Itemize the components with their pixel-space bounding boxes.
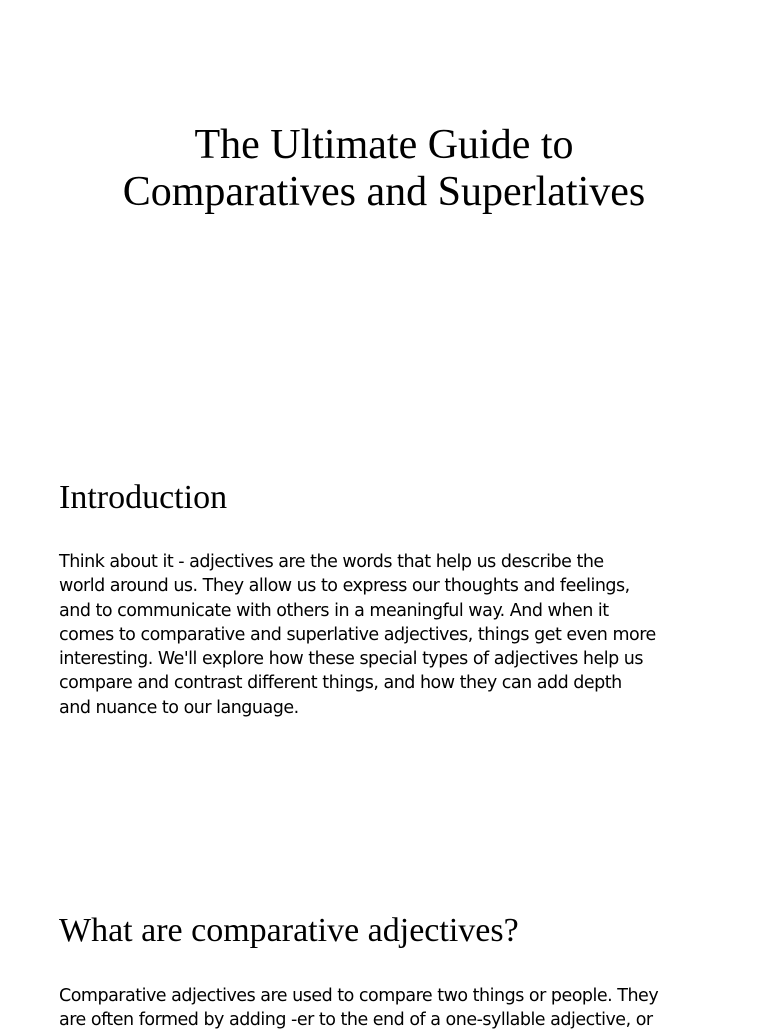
paragraph-line: comes to comparative and superlative adjectives, things get even more xyxy=(59,624,656,645)
paragraph-line: and nuance to our language. xyxy=(59,697,299,718)
paragraph-line: Think about it - adjectives are the words that help us describe the xyxy=(59,552,604,572)
paragraph-line: compare and contrast different things, and how they can add depth xyxy=(59,673,622,694)
paragraph-line: are often formed by adding -er to the end of a one-syllable adjective, or xyxy=(59,1010,653,1031)
page-title xyxy=(0,122,768,216)
paragraph-line: interesting. We'll explore how these special types of adjectives help us xyxy=(59,649,643,670)
paragraph-line: and to communicate with others in a meaningful way. And when it xyxy=(59,600,609,621)
page-title-line: The Ultimate Guide to xyxy=(194,122,574,168)
paragraph-line: world around us. They allow us to express our thoughts and feelings, xyxy=(59,576,630,597)
comparative-adjectives-heading: What are comparative adjectives? xyxy=(59,912,519,949)
introduction-heading: Introduction xyxy=(59,479,228,516)
page-title-line: Comparatives and Superlatives xyxy=(122,169,646,215)
paragraph-line: Comparative adjectives are used to compare two things or people. They xyxy=(59,986,659,1006)
introduction-paragraph xyxy=(59,550,656,720)
comparative-adjectives-paragraph xyxy=(59,984,658,1033)
